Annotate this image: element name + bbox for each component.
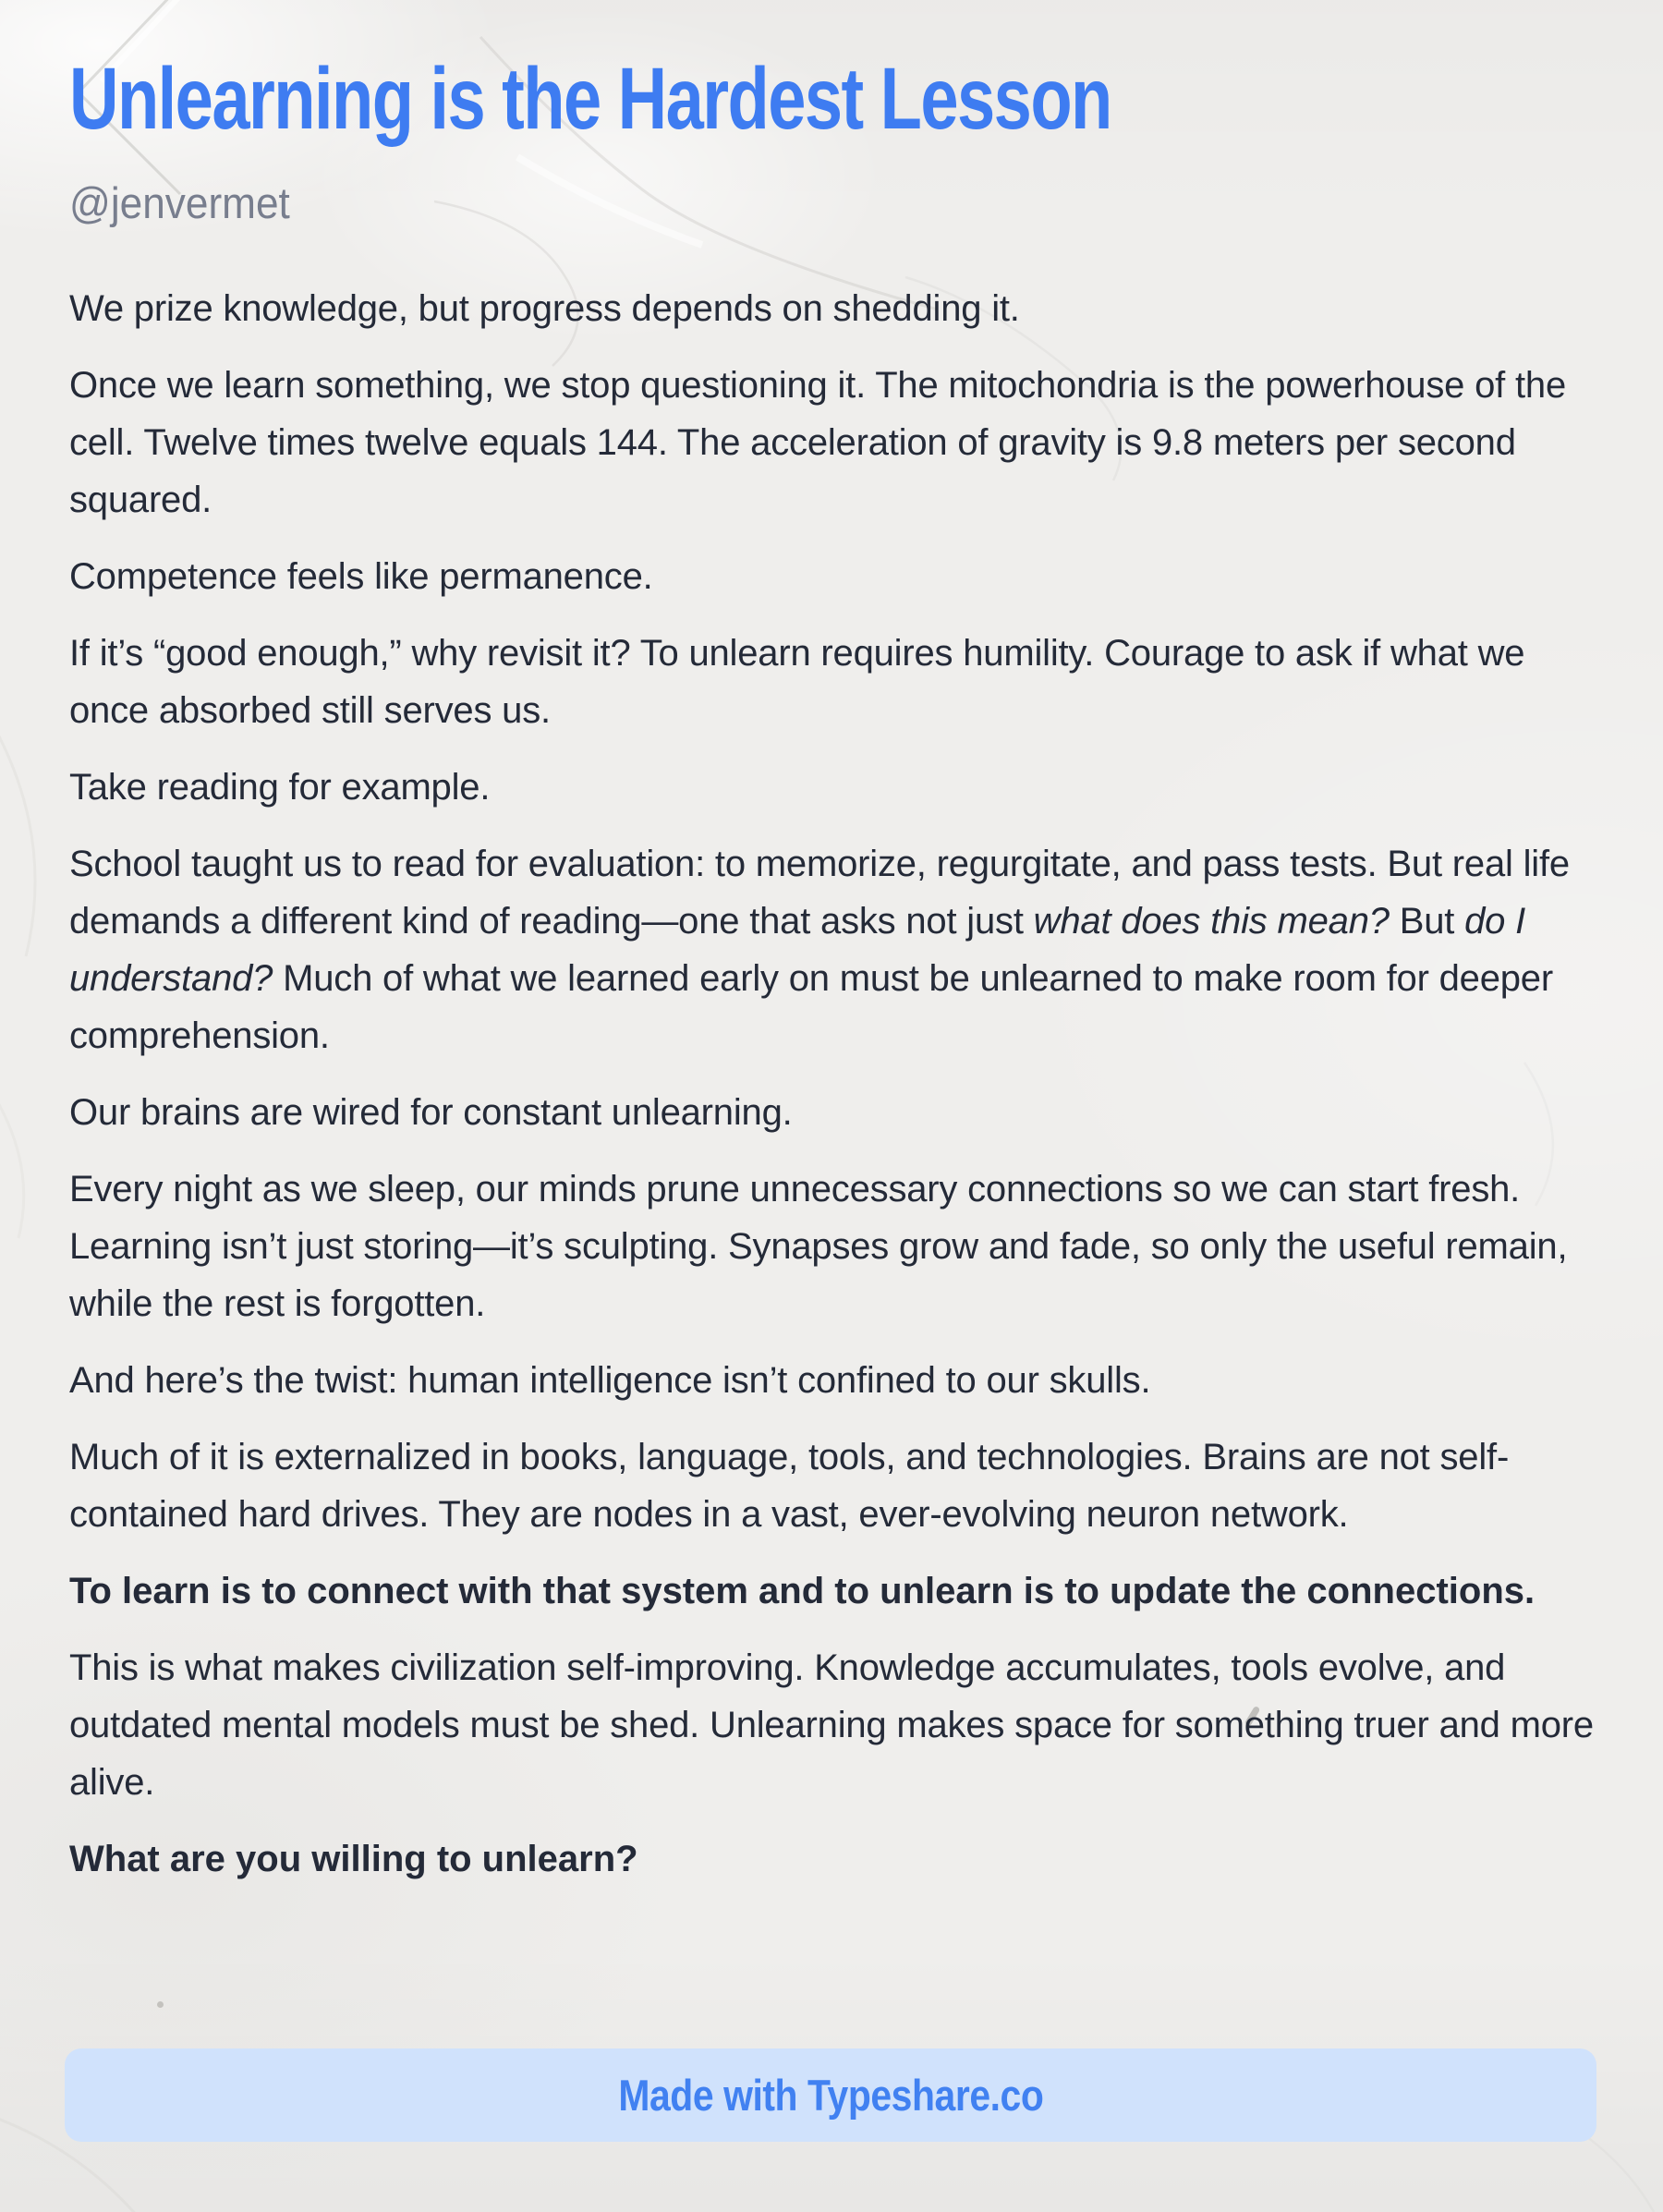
paragraph [69, 357, 1594, 529]
paragraph [69, 759, 1594, 816]
text-segment: We prize knowledge, but progress depends on shedding it. [69, 288, 1020, 329]
text-segment: To learn is to connect with that system and to unlearn is to update the connections. [69, 1571, 1536, 1611]
paragraph [69, 548, 1594, 605]
text-segment: Competence feels like permanence. [69, 556, 653, 597]
text-segment: If it’s “good enough,” why revisit it? To unlearn requires humility. Courage to ask if what we once absorbed still serves us. [69, 633, 1525, 731]
paragraph [69, 1639, 1594, 1811]
article-body [69, 280, 1594, 1888]
text-segment: School taught us to read for evaluation: to memorize, regurgitate, and pass tests. But real life demands a different kind of reading—one that asks not just [69, 844, 1570, 942]
paragraph [69, 1562, 1594, 1620]
paragraph [69, 280, 1594, 337]
text-segment: Take reading for example. [69, 767, 491, 808]
text-segment: This is what makes civilization self-improving. Knowledge accumulates, tools evolve, and outdated mental models must be shed. Unlearning makes space for something truer and more alive. [69, 1647, 1594, 1803]
text-segment: What are you willing to unlearn? [69, 1839, 638, 1879]
paragraph [69, 835, 1594, 1064]
paragraph [69, 1352, 1594, 1409]
paragraph [69, 1830, 1594, 1888]
paragraph [69, 625, 1594, 739]
paper-speck-dot [157, 2001, 164, 2008]
italic-text-segment: do I understand? [69, 901, 1525, 999]
text-segment: But [1389, 901, 1465, 942]
text-segment: Our brains are wired for constant unlearning. [69, 1092, 793, 1133]
text-segment: Once we learn something, we stop questioning it. The mitochondria is the powerhouse of the cell. Twelve times twelve equals 144. The acceleration of gravity is 9.8 meters per second squared. [69, 365, 1566, 520]
paragraph [69, 1161, 1594, 1332]
text-segment: And here’s the twist: human intelligence isn’t confined to our skulls. [69, 1360, 1151, 1401]
text-segment: Much of what we learned early on must be unlearned to make room for deeper comprehension. [69, 958, 1553, 1056]
italic-text-segment: what does this mean? [1033, 901, 1390, 942]
author-handle: @jenvermet [69, 178, 290, 227]
page-title: Unlearning is the Hardest Lesson [69, 50, 1111, 148]
typeshare-badge[interactable] [65, 2048, 1596, 2142]
paragraph [69, 1084, 1594, 1141]
typeshare-badge-label: Made with Typeshare.co [617, 2071, 1044, 2120]
text-segment: Much of it is externalized in books, language, tools, and technologies. Brains are not self-contained hard drives. They are nodes in a vast, ever-evolving neuron network. [69, 1437, 1510, 1535]
paragraph [69, 1428, 1594, 1543]
text-segment: Every night as we sleep, our minds prune unnecessary connections so we can start fresh. Learning isn’t just storing—it’s sculpting. Synapses grow and fade, so only the useful remain, while the rest is forgotten. [69, 1169, 1568, 1324]
